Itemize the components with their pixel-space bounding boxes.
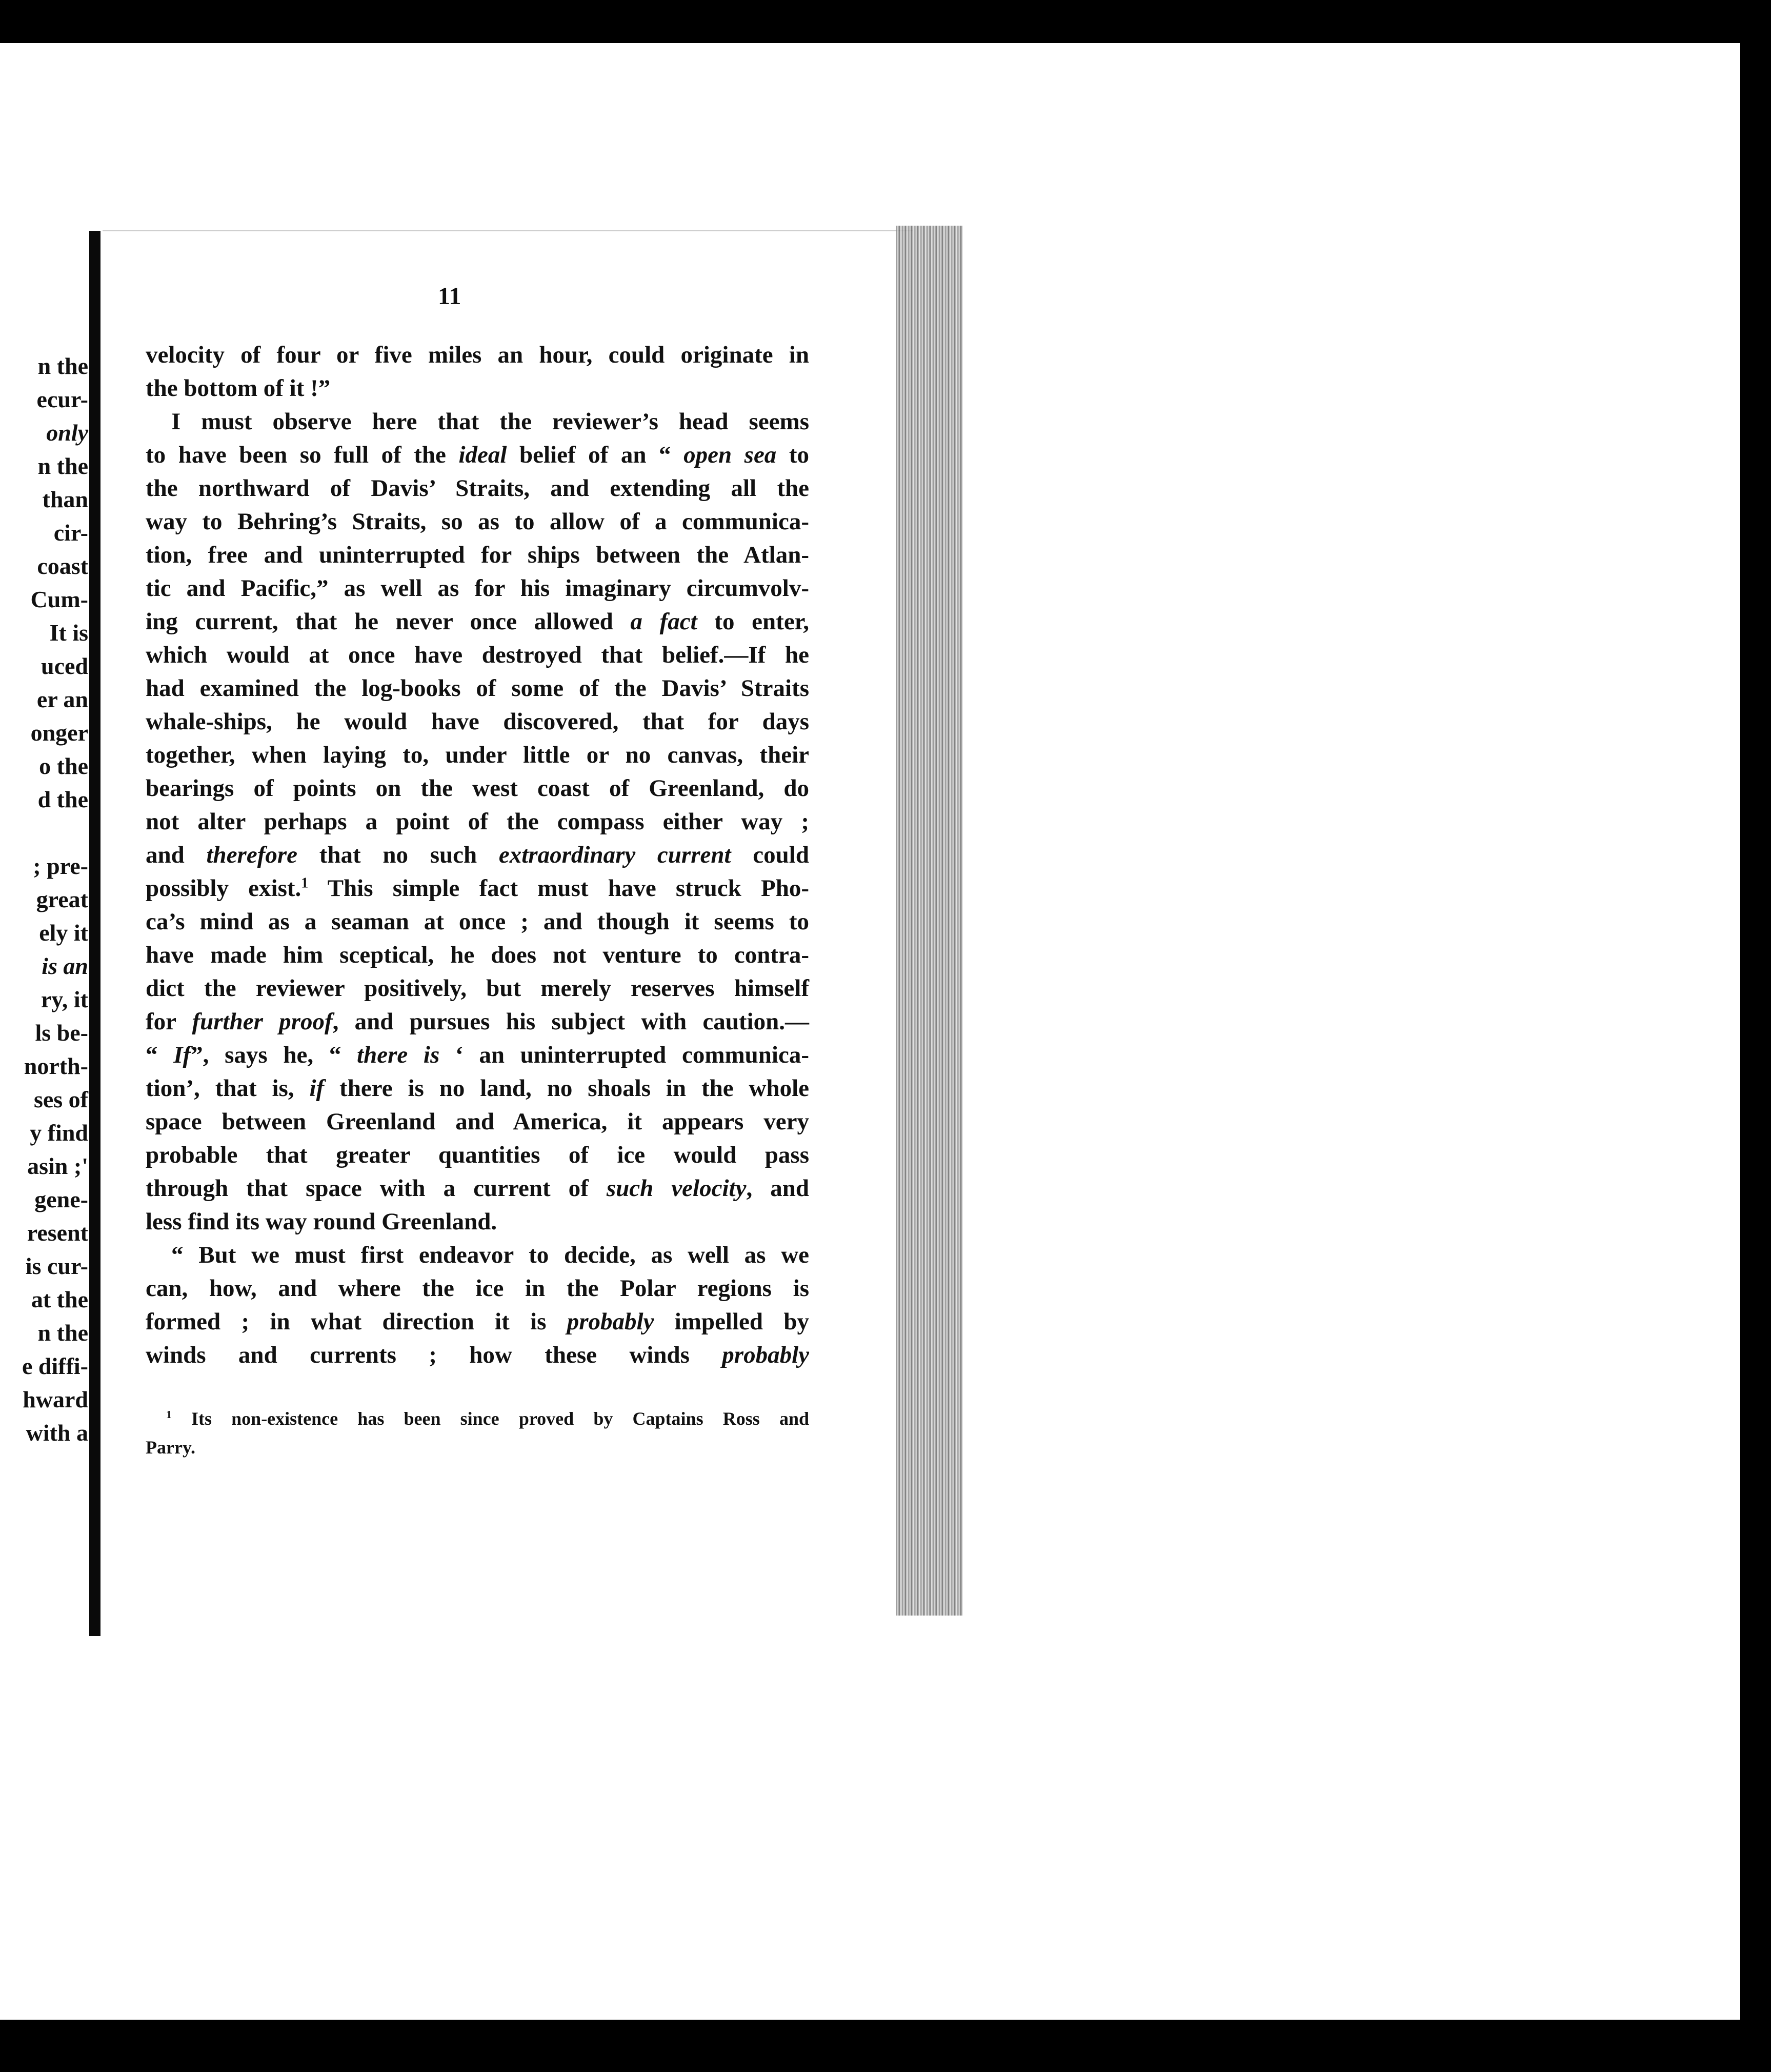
left-page-line: n the [37,1320,88,1346]
film-border-top [0,0,1771,43]
text-line: dict the reviewer positively, but merely reserves himself [146,975,809,1002]
text-line: the northward of Davis’ Straits, and extending all the [146,475,809,502]
left-page-line: d the [37,786,88,812]
text-line: probable that greater quantities of ice would pass [146,1142,809,1168]
left-page-line: Cum- [30,586,88,612]
left-page-line: ry, it [41,986,88,1012]
text-line: tion’, that is, if there is no land, no shoals in the whole [146,1075,809,1102]
text-line: “ If”, says he, “ there is ‘ an uninterrupted communica- [146,1042,809,1068]
left-page-line: great [36,886,88,912]
text-line: “ But we must first endeavor to decide, as well as we [171,1242,809,1268]
left-page-line: uced [41,653,88,679]
text-line: tic and Pacific,” as well as for his imaginary circumvolv- [146,575,809,602]
film-border-gap [1733,43,1740,2020]
left-page-line: ; pre- [33,853,88,879]
left-page-line: north- [24,1053,88,1079]
film-border-right [1740,0,1771,2072]
left-page-line: ely it [39,920,88,946]
left-page-line: asin ;' [27,1153,88,1179]
left-page-line: o the [39,753,88,779]
left-page-line: at the [31,1286,88,1312]
left-page-line: n the [37,453,88,479]
text-line: and therefore that no such extraordinary current could [146,842,809,868]
text-line: possibly exist.$^1$ This simple fact must have struck Pho- [146,875,809,902]
text-line: formed ; in what direction it is probably impelled by [146,1308,809,1335]
film-border-bottom [0,2020,1771,2072]
left-page-line: only [46,420,88,446]
text-line: have made him sceptical, he does not venture to contra- [146,942,809,968]
text-line: space between Greenland and America, it appears very [146,1108,809,1135]
text-line: winds and currents ; how these winds probably [146,1342,809,1368]
text-line: less find its way round Greenland. [146,1208,497,1235]
left-page-line: ecur- [36,386,88,412]
left-page-line: cir- [53,520,88,546]
left-page-line: resent [27,1220,88,1246]
text-line: bearings of points on the west coast of Greenland, do [146,775,809,802]
left-page-line: y find [30,1120,88,1146]
text-line: to have been so full of the ideal belief of an “ open sea to [146,442,810,468]
text-line: whale-ships, he would have discovered, that for days [146,708,809,735]
left-page-line: hward [23,1386,88,1412]
text-line: the bottom of it !” [146,375,331,402]
page-edges [896,226,963,1616]
left-page-line: is cur- [25,1253,88,1279]
page-number: 11 [438,283,461,310]
left-page-line: It is [49,620,88,646]
text-line: together, when laying to, under little or no canvas, their [146,742,809,768]
body-text [146,338,809,1372]
text-line: I must observe here that the reviewer’s head seems [171,408,809,435]
footnote-line: $^1$ Its non-existence has been since proved by Captains Ross and [166,1408,809,1429]
left-page-line: onger [30,720,88,746]
left-page-line: e diffi- [22,1353,88,1379]
text-line: ing current, that he never once allowed a fact to enter, [146,608,809,635]
text-line: velocity of four or five miles an hour, could originate in [146,342,809,368]
text-line: had examined the log-books of some of the Davis’ Straits [146,675,809,702]
left-page-fragment [0,231,88,1646]
text-line: ca’s mind as a seaman at once ; and though it seems to [146,908,809,935]
left-page-line: than [42,486,88,512]
left-page-line: gene- [34,1186,88,1212]
footnote [146,1404,809,1462]
text-line: which would at once have destroyed that belief.—If he [146,642,809,668]
left-page-line: ls be- [35,1020,88,1046]
text-line: for further proof, and pursues his subject with caution.— [146,1008,810,1035]
left-page-line: with a [26,1420,88,1446]
text-line: tion, free and uninterrupted for ships between the Atlan- [146,542,809,568]
book-gutter [89,231,100,1636]
text-line: through that space with a current of such velocity, and [146,1175,809,1202]
left-page-line: ses of [33,1086,88,1112]
footnote-line: Parry. [146,1437,195,1458]
left-page-line: er an [36,686,88,712]
text-line: not alter perhaps a point of the compass either way ; [146,808,809,835]
left-page-line: coast [37,553,88,579]
text-line: way to Behring’s Straits, so as to allow of a communica- [146,508,809,535]
text-line: can, how, and where the ice in the Polar regions is [146,1275,809,1302]
left-page-line: n the [37,353,88,379]
left-page-line: is an [42,953,88,979]
